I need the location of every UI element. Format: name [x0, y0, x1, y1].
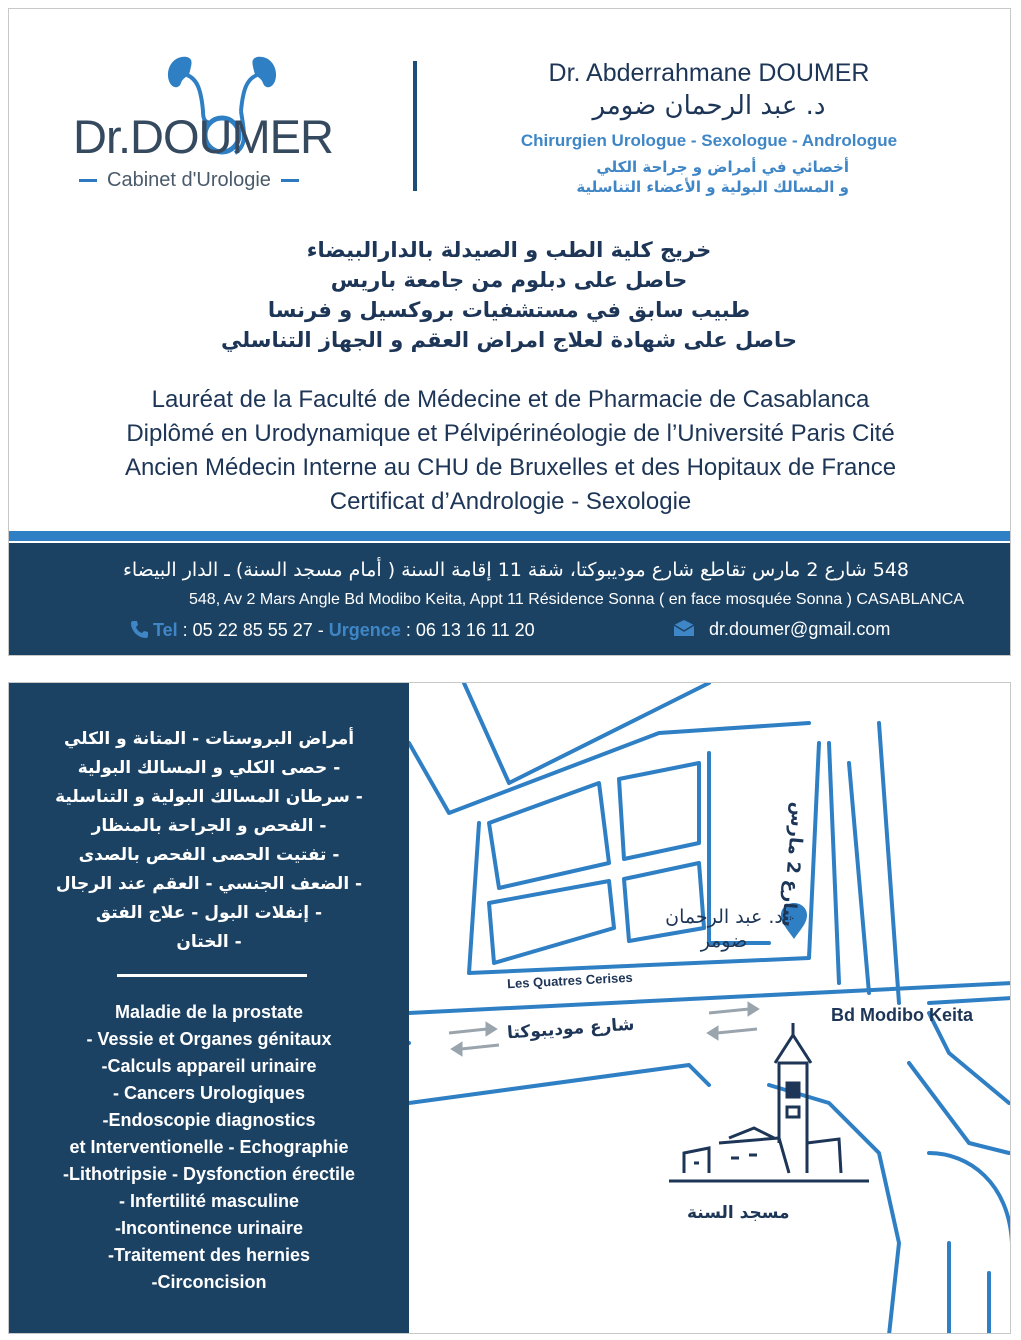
- credential-ar-item: خريج كلية الطب و الصيدلة بالدارالبيضاء: [306, 238, 712, 262]
- business-card-back: [8, 682, 1011, 1334]
- contact-band: [9, 543, 1011, 656]
- credential-fr-item: Diplômé en Urodynamique et Pélvipérinéologie de l’Université Paris Cité: [126, 420, 895, 447]
- map-road: [929, 998, 1011, 1003]
- specialty-fr: Chirurgien Urologue - Sexologue - Andrologue: [520, 131, 898, 150]
- doctor-map-label-line: ضومر: [700, 930, 748, 952]
- doctor-map-label-line: د. عبد الرحمان: [665, 906, 783, 928]
- street-label-modibo-fr: Bd Modibo Keita: [831, 1005, 973, 1025]
- vertical-divider: [413, 61, 417, 191]
- service-fr-item: -Incontinence urinaire: [114, 1218, 304, 1238]
- service-fr-item: Maladie de la prostate: [114, 1002, 304, 1022]
- service-ar-item: - إنفلات البول - علاج الفتق: [95, 903, 323, 923]
- map-road: [829, 743, 839, 983]
- divider: [281, 179, 299, 182]
- credential-fr-item: Ancien Médecin Interne au CHU de Bruxelles et des Hopitaux de France: [124, 454, 897, 481]
- divider: [79, 179, 97, 182]
- credential-ar-item: حاصل على دبلوم من جامعة باريس: [330, 268, 688, 292]
- business-card-front: [8, 8, 1011, 656]
- service-ar-item: - الختان: [176, 932, 242, 952]
- phone-icon: [129, 619, 149, 639]
- credential-ar-item: حاصل على شهادة لعلاج امراض العقم و الجهاز التناسلي: [220, 328, 798, 352]
- service-ar-item: - حصى الكلي و المسالك البولية: [77, 758, 341, 778]
- address-ar: 548 شارع 2 مارس تقاطع شارع موديبوكتا، شقة 11 إقامة السنة ( أمام مسجد السنة) ـ الدار البيضاء: [122, 559, 909, 581]
- map-road: [909, 1063, 1009, 1153]
- credential-fr-item: Lauréat de la Faculté de Médecine et de Pharmacie de Casablanca: [151, 386, 870, 413]
- specialty-ar-line: و المسالك البولية و الأعضاء التناسلية: [576, 178, 849, 196]
- services-fr: [19, 999, 399, 1296]
- map-road: [929, 1013, 1009, 1103]
- map-road: [929, 1153, 1011, 1243]
- service-ar-item: أمراض البروستات - المتانة و الكلي: [63, 729, 355, 749]
- urgence-label: Urgence: [328, 620, 401, 640]
- credential-fr-item: Certificat d’Andrologie - Sexologie: [329, 488, 692, 515]
- credentials-ar: [209, 235, 809, 355]
- map-road: [879, 723, 899, 1003]
- mosque-label: مسجد السنة: [687, 1203, 790, 1223]
- section-divider: [117, 974, 307, 977]
- service-ar-item: - الضعف الجنسي - العقم عند الرجال: [55, 874, 363, 894]
- logo-subtitle: [79, 169, 359, 192]
- map-block: [489, 783, 609, 888]
- accent-stripe: [9, 531, 1011, 541]
- envelope-icon: [673, 619, 695, 637]
- mosque-icon: [669, 1023, 869, 1181]
- service-fr-item: -Circoncision: [151, 1272, 267, 1292]
- specialty-ar-line: أخصائي في أمراض و جراحة الكلي: [596, 158, 849, 176]
- service-ar-item: - سرطان المسالك البولية و التناسلية: [55, 787, 363, 807]
- phone-label: Tel: [153, 620, 178, 640]
- phone-number[interactable]: : 05 22 85 55 27 -: [177, 620, 329, 640]
- map-road: [409, 723, 809, 813]
- urgence-number[interactable]: : 06 13 16 11 20: [400, 620, 535, 640]
- doctor-name-fr: Dr. Abderrahmane DOUMER: [548, 59, 870, 87]
- service-fr-item: -Traitement des hernies: [107, 1245, 311, 1265]
- address-fr: 548, Av 2 Mars Angle Bd Modibo Keita, Appt 11 Résidence Sonna ( en face mosquée Sonna ) CASABLANCA: [189, 591, 964, 608]
- service-ar-item: - تفتيت الحصى الفحص بالصدى: [78, 845, 340, 865]
- service-fr-item: - Infertilité masculine: [118, 1191, 300, 1211]
- services-ar: [29, 725, 389, 957]
- service-fr-item: et Interventionelle - Echographie: [69, 1137, 349, 1157]
- service-ar-item: - الفحص و الجراحة بالمنظار: [91, 816, 327, 836]
- logo-wordmark: Dr.DOUMER: [73, 110, 333, 163]
- doctor-name-ar: د. عبد الرحمان ضومر: [592, 91, 826, 121]
- service-fr-item: - Vessie et Organes génitaux: [86, 1029, 332, 1049]
- service-fr-item: -Endoscopie diagnostics: [102, 1110, 316, 1130]
- map-road: [409, 1065, 709, 1103]
- street-label-2-mars: شارع 2 مارس: [777, 801, 809, 928]
- map-block: [489, 881, 614, 963]
- street-label-modibo-ar: شارع موديبوكتا: [506, 1014, 636, 1044]
- map-block: [619, 763, 699, 859]
- email-address[interactable]: dr.doumer@gmail.com: [709, 619, 891, 639]
- logo-subtitle-text: Cabinet d'Urologie: [107, 169, 271, 191]
- email-line: [673, 619, 890, 640]
- street-label-quatres-cerises: Les Quatres Cerises: [506, 969, 634, 992]
- services-panel: [9, 683, 409, 1334]
- credentials-fr: [9, 383, 1011, 519]
- phone-line: [129, 619, 535, 641]
- doctor-map-label: [659, 905, 789, 953]
- map-road: [849, 763, 869, 993]
- specialty-ar: [549, 157, 849, 197]
- service-fr-item: -Lithotripsie - Dysfonction érectile: [62, 1164, 356, 1184]
- service-fr-item: - Cancers Urologiques: [112, 1083, 306, 1103]
- credential-ar-item: طبيب سابق في مستشفيات بروكسيل و فرنسا: [267, 298, 751, 322]
- service-fr-item: -Calculs appareil urinaire: [101, 1056, 317, 1076]
